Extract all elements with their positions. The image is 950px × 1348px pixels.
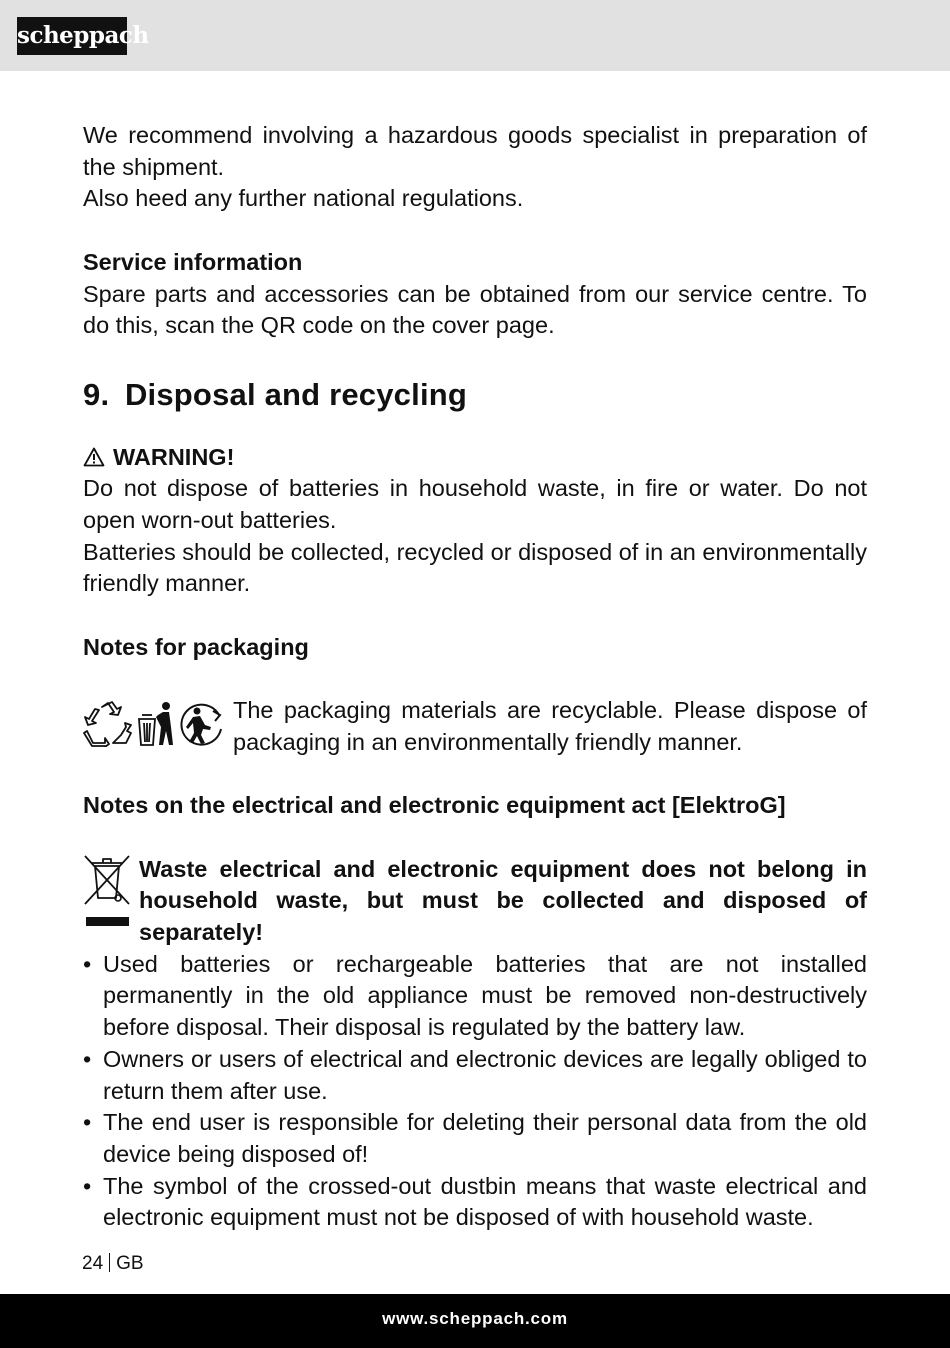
intro-line: We recommend involving a hazardous goods specialist in preparation of the shipment. (83, 122, 867, 180)
section-title: 9. Disposal and recycling (83, 376, 468, 412)
elektrog-heading: Notes on the electrical and electronic equipment act [ElektroG] (83, 792, 786, 819)
elektrog-bullet-list (83, 949, 867, 1234)
weee-bold-text: Waste electrical and electronic equipment does not belong in household waste, but must be collected and disposed of separately! (139, 855, 867, 946)
warning-line: Do not dispose of batteries in household waste, in fire or water. Do not open worn-out batteries. (83, 475, 867, 533)
recycle-bin-icon (177, 701, 225, 747)
packaging-heading-block (83, 632, 867, 664)
warning-heading (83, 442, 867, 474)
packaging-text: The packaging materials are recyclable. Please dispose of packaging in an environmentally friendly manner. (233, 697, 867, 755)
list-item: • Owners or users of electrical and electronic devices are legally obliged to return them after use. (83, 1044, 867, 1107)
page-number (82, 1252, 144, 1276)
intro-block (83, 120, 867, 215)
service-block (83, 247, 867, 342)
warning-block (83, 442, 867, 601)
page-content (83, 120, 867, 1234)
list-item: • The symbol of the crossed-out dustbin means that waste electrical and electronic equipment must not be disposed of with household waste. (83, 1171, 867, 1234)
list-item: • The end user is responsible for deleting their personal data from the old device being disposed of! (83, 1107, 867, 1170)
list-item: • Used batteries or rechargeable batteries that are not installed permanently in the old appliance must be removed non-destructively before disposal. Their disposal is regulated by the battery law. (83, 949, 867, 1044)
service-text: Spare parts and accessories can be obtained from our service centre. To do this, scan the QR code on the cover page. (83, 280, 867, 339)
warning-label: WARNING! (113, 443, 235, 470)
weee-row (83, 854, 867, 949)
page-number-value: 24 (82, 1253, 104, 1274)
recycling-icon (83, 701, 133, 747)
brand-logo: scheppach (17, 17, 127, 55)
footer-band (0, 1294, 950, 1348)
packaging-icons (83, 695, 233, 747)
elektrog-heading-block (83, 790, 867, 822)
warning-line: Batteries should be collected, recycled or disposed of in an environmentally friendly manner. (83, 538, 867, 597)
intro-line: Also heed any further national regulations. (83, 185, 524, 212)
service-heading: Service information (83, 248, 303, 275)
page-number-divider (109, 1253, 110, 1272)
crossed-out-bin-icon (83, 854, 139, 939)
footer-url: www.scheppach.com (382, 1309, 568, 1328)
tidyman-icon (136, 701, 174, 747)
page-language: GB (116, 1253, 144, 1274)
packaging-row (83, 695, 867, 758)
packaging-heading: Notes for packaging (83, 633, 309, 660)
header-band (0, 0, 950, 71)
warning-triangle-icon (83, 444, 105, 464)
